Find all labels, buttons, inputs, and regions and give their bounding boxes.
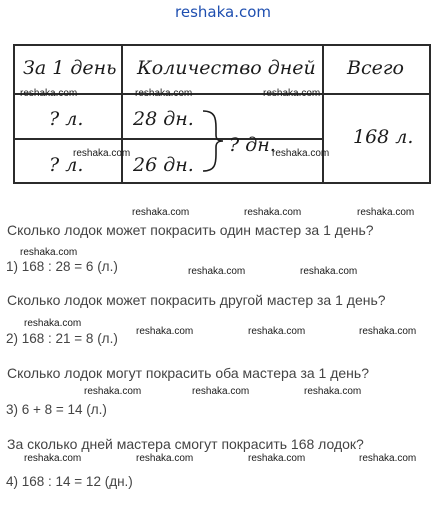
watermark: reshaka.com xyxy=(132,207,190,218)
row1-days: 28 дн. xyxy=(133,108,194,130)
watermark: reshaka.com xyxy=(248,326,306,337)
answer-1: 1) 168 : 28 = 6 (л.) xyxy=(6,259,118,274)
watermark: reshaka.com xyxy=(192,386,250,397)
brace-label: ? дн. xyxy=(229,134,276,156)
watermark: reshaka.com xyxy=(136,326,194,337)
answer-4: 4) 168 : 14 = 12 (дн.) xyxy=(6,474,133,489)
watermark: reshaka.com xyxy=(24,453,82,464)
watermark: reshaka.com xyxy=(135,88,193,99)
condition-table xyxy=(13,44,431,184)
table-border-bottom xyxy=(13,182,431,184)
watermark: reshaka.com xyxy=(244,207,302,218)
watermark: reshaka.com xyxy=(73,148,131,159)
table-border-top xyxy=(13,44,431,46)
question-3: Сколько лодок могут покрасить оба мастера за 1 день? xyxy=(7,365,369,381)
table-column-divider xyxy=(322,44,324,184)
watermark: reshaka.com xyxy=(359,326,417,337)
question-4: За сколько дней мастера смогут покрасить 168 лодок? xyxy=(7,436,364,452)
site-title[interactable]: reshaka.com xyxy=(175,3,271,21)
watermark: reshaka.com xyxy=(272,148,330,159)
watermark: reshaka.com xyxy=(20,88,78,99)
watermark: reshaka.com xyxy=(24,318,82,329)
watermark: reshaka.com xyxy=(136,453,194,464)
watermark: reshaka.com xyxy=(188,266,246,277)
header-total: Всего xyxy=(347,57,404,79)
row2-days: 26 дн. xyxy=(133,154,194,176)
brace-icon xyxy=(201,108,227,174)
watermark: reshaka.com xyxy=(263,88,321,99)
table-column-divider xyxy=(121,44,123,184)
row1-per-day: ? л. xyxy=(49,108,84,130)
watermark: reshaka.com xyxy=(300,266,358,277)
answer-2: 2) 168 : 21 = 8 (л.) xyxy=(6,331,118,346)
question-2: Сколько лодок может покрасить другой мастер за 1 день? xyxy=(7,292,386,308)
watermark: reshaka.com xyxy=(357,207,415,218)
watermark: reshaka.com xyxy=(84,386,142,397)
watermark: reshaka.com xyxy=(20,247,78,258)
header-days: Количество дней xyxy=(137,57,316,79)
watermark: reshaka.com xyxy=(304,386,362,397)
header-per-day: За 1 день xyxy=(23,57,117,79)
question-1: Сколько лодок может покрасить один мастер за 1 день? xyxy=(7,222,374,238)
table-border-left xyxy=(13,44,15,184)
total-value: 168 л. xyxy=(353,126,414,148)
row2-per-day: ? л. xyxy=(49,154,84,176)
answer-3: 3) 6 + 8 = 14 (л.) xyxy=(6,402,107,417)
table-border-right xyxy=(429,44,431,184)
watermark: reshaka.com xyxy=(359,453,417,464)
watermark: reshaka.com xyxy=(248,453,306,464)
